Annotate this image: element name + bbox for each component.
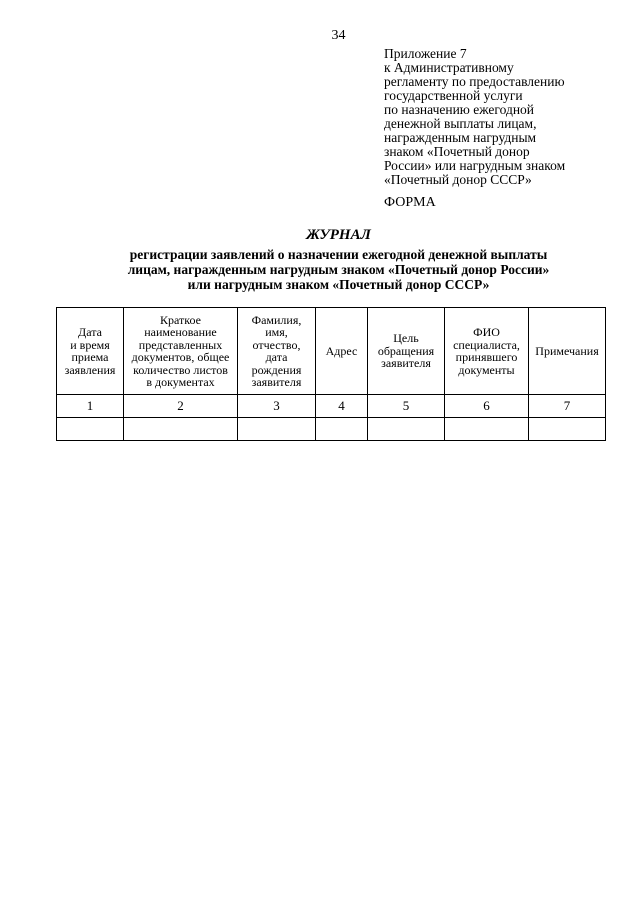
column-number: 6 <box>445 395 529 418</box>
column-header-address <box>316 308 368 395</box>
column-header-applicant <box>238 308 316 395</box>
table-cell <box>238 418 316 441</box>
column-number: 2 <box>124 395 238 418</box>
appendix-line: к Административному <box>384 60 514 75</box>
table-row <box>57 418 606 441</box>
appendix-line: награжденным нагрудным <box>384 130 537 145</box>
subtitle-line: регистрации заявлений о назначении ежегодной денежной выплаты <box>129 247 548 262</box>
header-line: отчество, <box>252 337 301 352</box>
column-number: 1 <box>57 395 124 418</box>
form-label: ФОРМА <box>384 195 436 210</box>
header-line: приема <box>71 350 109 364</box>
table-cell <box>316 418 368 441</box>
table-cell <box>368 418 445 441</box>
table-cell <box>57 418 124 441</box>
header-line: и время <box>70 337 110 352</box>
column-number: 7 <box>529 395 606 418</box>
register-table <box>56 307 606 441</box>
column-header-notes <box>529 308 606 395</box>
journal-subtitle <box>0 247 640 292</box>
header-line: Дата <box>78 325 102 339</box>
header-line: Цель <box>393 331 419 346</box>
header-line: представленных <box>138 337 223 352</box>
column-number: 3 <box>238 395 316 418</box>
appendix-line: регламенту по предоставлению <box>384 74 565 89</box>
header-line: специалиста, <box>453 337 520 352</box>
appendix-line: по назначению ежегодной <box>384 102 535 117</box>
column-header-purpose <box>368 308 445 395</box>
table-cell <box>124 418 238 441</box>
subtitle-line: или нагрудным знаком «Почетный донор СССР» <box>187 277 490 292</box>
column-header-documents <box>124 308 238 395</box>
header-line: Примечания <box>535 343 599 358</box>
appendix-note <box>384 47 634 187</box>
header-line: заявителя <box>251 375 302 389</box>
header-line: количество листов <box>133 362 228 377</box>
header-line: обращения <box>377 343 435 358</box>
column-header-date <box>57 308 124 395</box>
appendix-line: «Почетный донор СССР» <box>384 172 532 187</box>
header-line: принявшего <box>455 350 518 364</box>
table-cell <box>529 418 606 441</box>
column-header-specialist <box>445 308 529 395</box>
page-number: 34 <box>331 28 346 43</box>
header-line: наименование <box>144 325 217 339</box>
header-line: дата <box>265 350 288 364</box>
column-number-row <box>57 395 606 418</box>
header-line: документов, общее <box>131 350 230 364</box>
header-line: Фамилия, <box>251 312 302 327</box>
header-line: документы <box>458 362 515 377</box>
header-line: в документах <box>146 375 215 389</box>
appendix-line: денежной выплаты лицам, <box>384 116 537 131</box>
header-line: заявителя <box>381 356 431 371</box>
journal-title: ЖУРНАЛ <box>306 227 371 243</box>
header-line: рождения <box>251 362 302 377</box>
column-number: 5 <box>368 395 445 418</box>
header-line: заявления <box>64 362 116 377</box>
header-line: Краткое <box>160 312 201 327</box>
header-line: Адрес <box>325 343 358 358</box>
appendix-line: знаком «Почетный донор <box>384 144 530 159</box>
appendix-line: государственной услуги <box>384 88 523 103</box>
table-header-row <box>57 308 606 395</box>
subtitle-line: лицам, награжденным нагрудным знаком «Почетный донор России» <box>127 262 550 277</box>
appendix-line: Приложение 7 <box>384 46 467 61</box>
header-line: ФИО <box>473 325 500 339</box>
appendix-line: России» или нагрудным знаком <box>384 158 566 173</box>
header-line: имя, <box>265 325 288 339</box>
table-cell <box>445 418 529 441</box>
column-number: 4 <box>316 395 368 418</box>
